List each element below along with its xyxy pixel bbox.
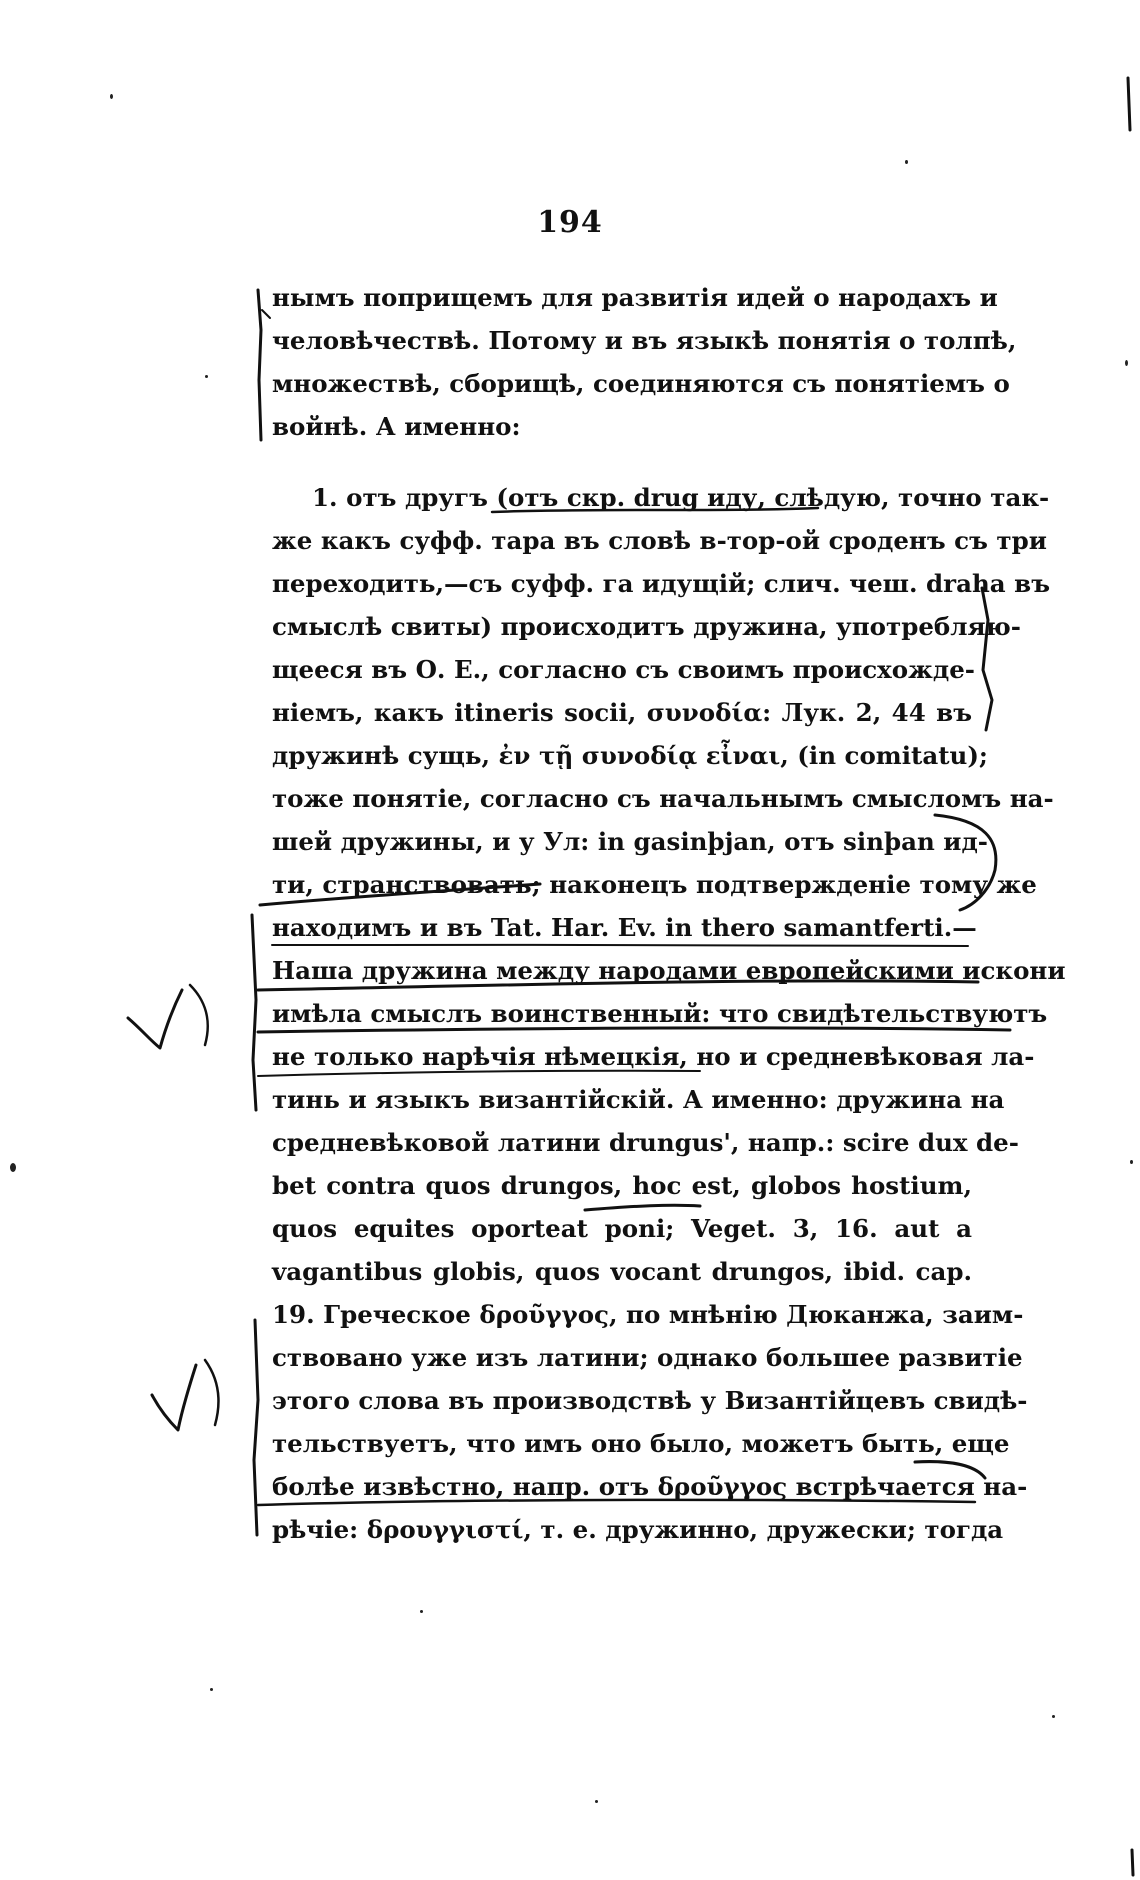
text-line: имѣла смыслъ воинственный: что свидѣтельствуютъ [272,999,1048,1028]
text-line: средневѣковой латини drungus', напр.: scire dux de- [272,1128,1019,1157]
scan-speck [420,1610,423,1613]
margin-bracket [258,290,261,440]
scan-speck [10,1163,16,1172]
margin-tick [262,310,270,318]
margin-checkmark [128,990,182,1048]
text-line: quos equites oporteat poni; Veget. 3, 16. aut a [272,1214,972,1243]
underline-mark [258,1500,975,1505]
text-line: ніемъ, какъ itineris socii, συνοδία: Лук. 2, 44 въ [272,698,972,727]
underline-mark [492,508,818,512]
margin-checkmark [205,1360,218,1425]
text-line: не только нарѣчія нѣмецкія, но и средневѣковая ла- [272,1042,1035,1071]
text-line: тинь и языкъ византійскій. А именно: дружина на [272,1085,1005,1114]
text-line: нымъ поприщемъ для развитія идей о народахъ и [272,283,998,312]
text-line: bet contra quos drungos, hoc est, globos hostium, [272,1171,972,1200]
scan-speck [595,1800,598,1803]
text-line: же какъ суфф. тара въ словѣ в-тор-ой сроденъ съ три [272,526,1047,555]
page-number: 194 [537,205,603,240]
underline-mark [260,884,540,905]
text-line: 19. Греческое δροῦγγος, по мнѣнію Дюканжа, заим- [272,1300,1024,1329]
text-line: смыслѣ свиты) происходитъ дружина, употребляю- [272,612,1021,641]
scan-speck [110,94,113,99]
underline-mark [272,945,968,946]
text-line: 1. отъ другъ (отъ скр. drug иду, слѣдую, точно так- [312,483,1050,512]
text-line: тоже понятіе, согласно съ начальнымъ смысломъ на- [272,784,1054,813]
margin-checkmark [152,1365,196,1430]
scan-edge-mark [1132,1850,1133,1875]
scan-speck [210,1688,213,1691]
margin-bracket [982,588,992,730]
text-line: шей дружины, и у Ул: in gasinþjan, отъ sinþan ид- [272,827,988,856]
scan-speck [205,375,208,378]
scan-speck [905,160,908,164]
text-line: этого слова въ производствѣ у Византійцевъ свидѣ- [272,1386,1028,1415]
underline-mark [258,1071,700,1076]
text-line: рѣчіе: δρουγγιστί, т. е. дружинно, дружески; тогда [272,1515,1004,1544]
underline-mark [258,981,978,990]
underline-mark [585,1205,700,1210]
text-line: тельствуетъ, что имъ оно было, можетъ быть, еще [272,1429,1010,1458]
scan-speck [1130,1160,1133,1164]
text-line: множествѣ, сборищѣ, соединяются съ понятіемъ о [272,369,1010,398]
text-line: болѣе извѣстно, напр. отъ δροῦγγος встрѣчается на- [272,1472,1028,1501]
text-line: ствовано уже изъ латини; однако большее развитіе [272,1343,1023,1372]
scan-edge-mark [1128,78,1130,130]
scan-speck [1125,360,1128,366]
margin-curve [935,815,996,910]
underline-mark [258,1028,1010,1032]
text-line: щееся въ О. Е., согласно съ своимъ происхожде- [272,655,975,684]
text-line: войнѣ. А именно: [272,412,521,441]
scan-speck [1052,1715,1055,1718]
margin-checkmark [190,985,208,1045]
text-line: дружинѣ сущь, ἐν τῇ συνοδίᾳ εἶναι, (in comitatu); [272,741,988,770]
text-line: Наша дружина между народами европейскими искони [272,956,1066,985]
margin-bracket [252,915,256,1110]
underline-mark [915,1462,985,1478]
text-line: человѣчествѣ. Потому и въ языкѣ понятія о толпѣ, [272,326,1017,355]
text-line: переходить,—съ суфф. га идущій; слич. чеш. draha въ [272,569,1050,598]
text-line: ти, странствовать; наконецъ подтвержденіе тому же [272,870,1037,899]
text-line: находимъ и въ Tat. Har. Ev. in thero samantferti.— [272,913,977,942]
margin-bracket [254,1320,258,1535]
text-line: vagantibus globis, quos vocant drungos, ibid. cap. [272,1257,972,1286]
